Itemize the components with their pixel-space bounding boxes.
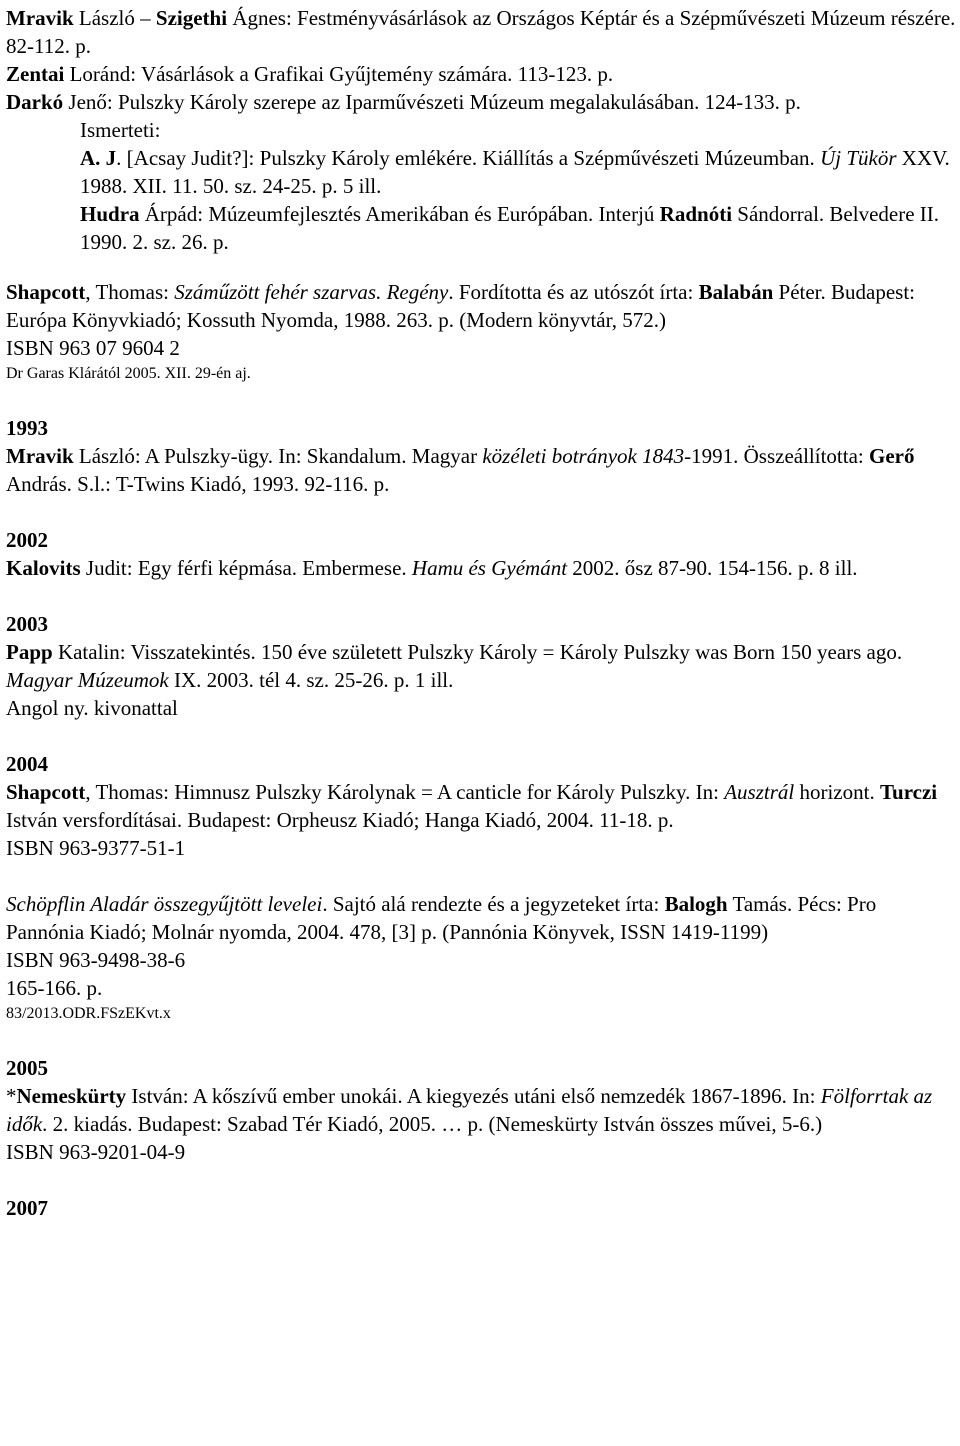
document-body bbox=[6, 4, 956, 1222]
entry-acsay: A. J. [Acsay Judit?]: Pulszky Károly emlékére. Kiállítás a Szépművészeti Múzeumban. Új Tükör XXV. 1988. XII. 11. 50. sz. 24-25. p. 5 ill. bbox=[80, 146, 950, 198]
author-surname: Shapcott bbox=[6, 280, 86, 304]
author-surname: Mravik bbox=[6, 444, 74, 468]
entry-mravik-szigethi: Mravik László – Szigethi Ágnes: Festményvásárlások az Országos Képtár és a Szépművészeti Múzeum részére. 82-112. p. bbox=[6, 6, 956, 58]
author-surname: Hudra bbox=[80, 202, 140, 226]
isbn-line: ISBN 963-9498-38-6 bbox=[6, 948, 186, 972]
author-surname: Shapcott bbox=[6, 780, 86, 804]
entry-shapcott-2004: Shapcott, Thomas: Himnusz Pulszky Károlynak = A canticle for Károly Pulszky. In: Ausztrál horizont. Turczi István versfordításai. Budapest: Orpheusz Kiadó; Hanga Kiadó, 2004. 11-18. p. bbox=[6, 780, 938, 832]
year-heading-2004: 2004 bbox=[6, 752, 48, 776]
entry-zentai: Zentai Loránd: Vásárlások a Grafikai Gyűjtemény számára. 113-123. p. bbox=[6, 62, 614, 86]
page-range: 165-166. p. bbox=[6, 976, 103, 1000]
entry-kalovits: Kalovits Judit: Egy férfi képmása. Embermese. Hamu és Gyémánt 2002. ősz 87-90. 154-156. p. 8 ill. bbox=[6, 556, 858, 580]
year-heading-2007: 2007 bbox=[6, 1196, 48, 1220]
review-heading: Ismerteti: bbox=[80, 118, 161, 142]
isbn-line: ISBN 963-9201-04-9 bbox=[6, 1140, 186, 1164]
entry-mravik-1993: Mravik László: A Pulszky-ügy. In: Skandalum. Magyar közéleti botrányok 1843-1991. Összeállította: Gerő András. S.l.: T-Twins Kiadó, 1993. 92-116. p. bbox=[6, 444, 915, 496]
author-surname: Nemeskürty bbox=[16, 1084, 127, 1108]
year-heading-1993: 1993 bbox=[6, 416, 48, 440]
abstract-note: Angol ny. kivonattal bbox=[6, 696, 178, 720]
entry-darko: Darkó Jenő: Pulszky Károly szerepe az Iparművészeti Múzeum megalakulásában. 124-133. p. bbox=[6, 90, 801, 114]
year-heading-2002: 2002 bbox=[6, 528, 48, 552]
year-heading-2005: 2005 bbox=[6, 1056, 48, 1080]
entry-hudra: Hudra Árpád: Múzeumfejlesztés Amerikában és Európában. Interjú Radnóti Sándorral. Belvedere II. 1990. 2. sz. 26. p. bbox=[80, 202, 940, 254]
author-surname: Darkó bbox=[6, 90, 64, 114]
year-heading-2003: 2003 bbox=[6, 612, 48, 636]
author-surname: Szigethi bbox=[155, 6, 228, 30]
isbn-line: ISBN 963 07 9604 2 bbox=[6, 336, 180, 360]
entry-nemeskurty: *Nemeskürty István: A kőszívű ember unokái. A kiegyezés utáni első nemzedék 1867-1896. In: Fölforrtak az idők. 2. kiadás. Budapest: Szabad Tér Kiadó, 2005. … p. (Nemeskürty István összes művei, 5-6.) bbox=[6, 1084, 933, 1136]
entry-schopflin: Schöpflin Aladár összegyűjtött levelei. Sajtó alá rendezte és a jegyzeteket írta: Balogh Tamás. Pécs: Pro Pannónia Kiadó; Molnár nyomda, 2004. 478, [3] p. (Pannónia Könyvek, ISSN 1419-1199) bbox=[6, 892, 877, 944]
author-surname: Kalovits bbox=[6, 556, 81, 580]
provenance-note: Dr Garas Klárától 2005. XII. 29-én aj. bbox=[6, 365, 251, 382]
entry-shapcott-1988: Shapcott, Thomas: Száműzött fehér szarvas. Regény. Fordította és az utószót írta: Balabán Péter. Budapest: Európa Könyvkiadó; Kossuth Nyomda, 1988. 263. p. (Modern könyvtár, 572.) bbox=[6, 280, 916, 332]
author-surname: Zentai bbox=[6, 62, 65, 86]
author-surname: Mravik bbox=[6, 6, 74, 30]
author-surname: Papp bbox=[6, 640, 53, 664]
isbn-line: ISBN 963-9377-51-1 bbox=[6, 836, 186, 860]
shelf-mark: 83/2013.ODR.FSzEKvt.x bbox=[6, 1005, 171, 1022]
entry-papp: Papp Katalin: Visszatekintés. 150 éve született Pulszky Károly = Károly Pulszky was Born 150 years ago. Magyar Múzeumok IX. 2003. tél 4. sz. 25-26. p. 1 ill. bbox=[6, 640, 903, 692]
